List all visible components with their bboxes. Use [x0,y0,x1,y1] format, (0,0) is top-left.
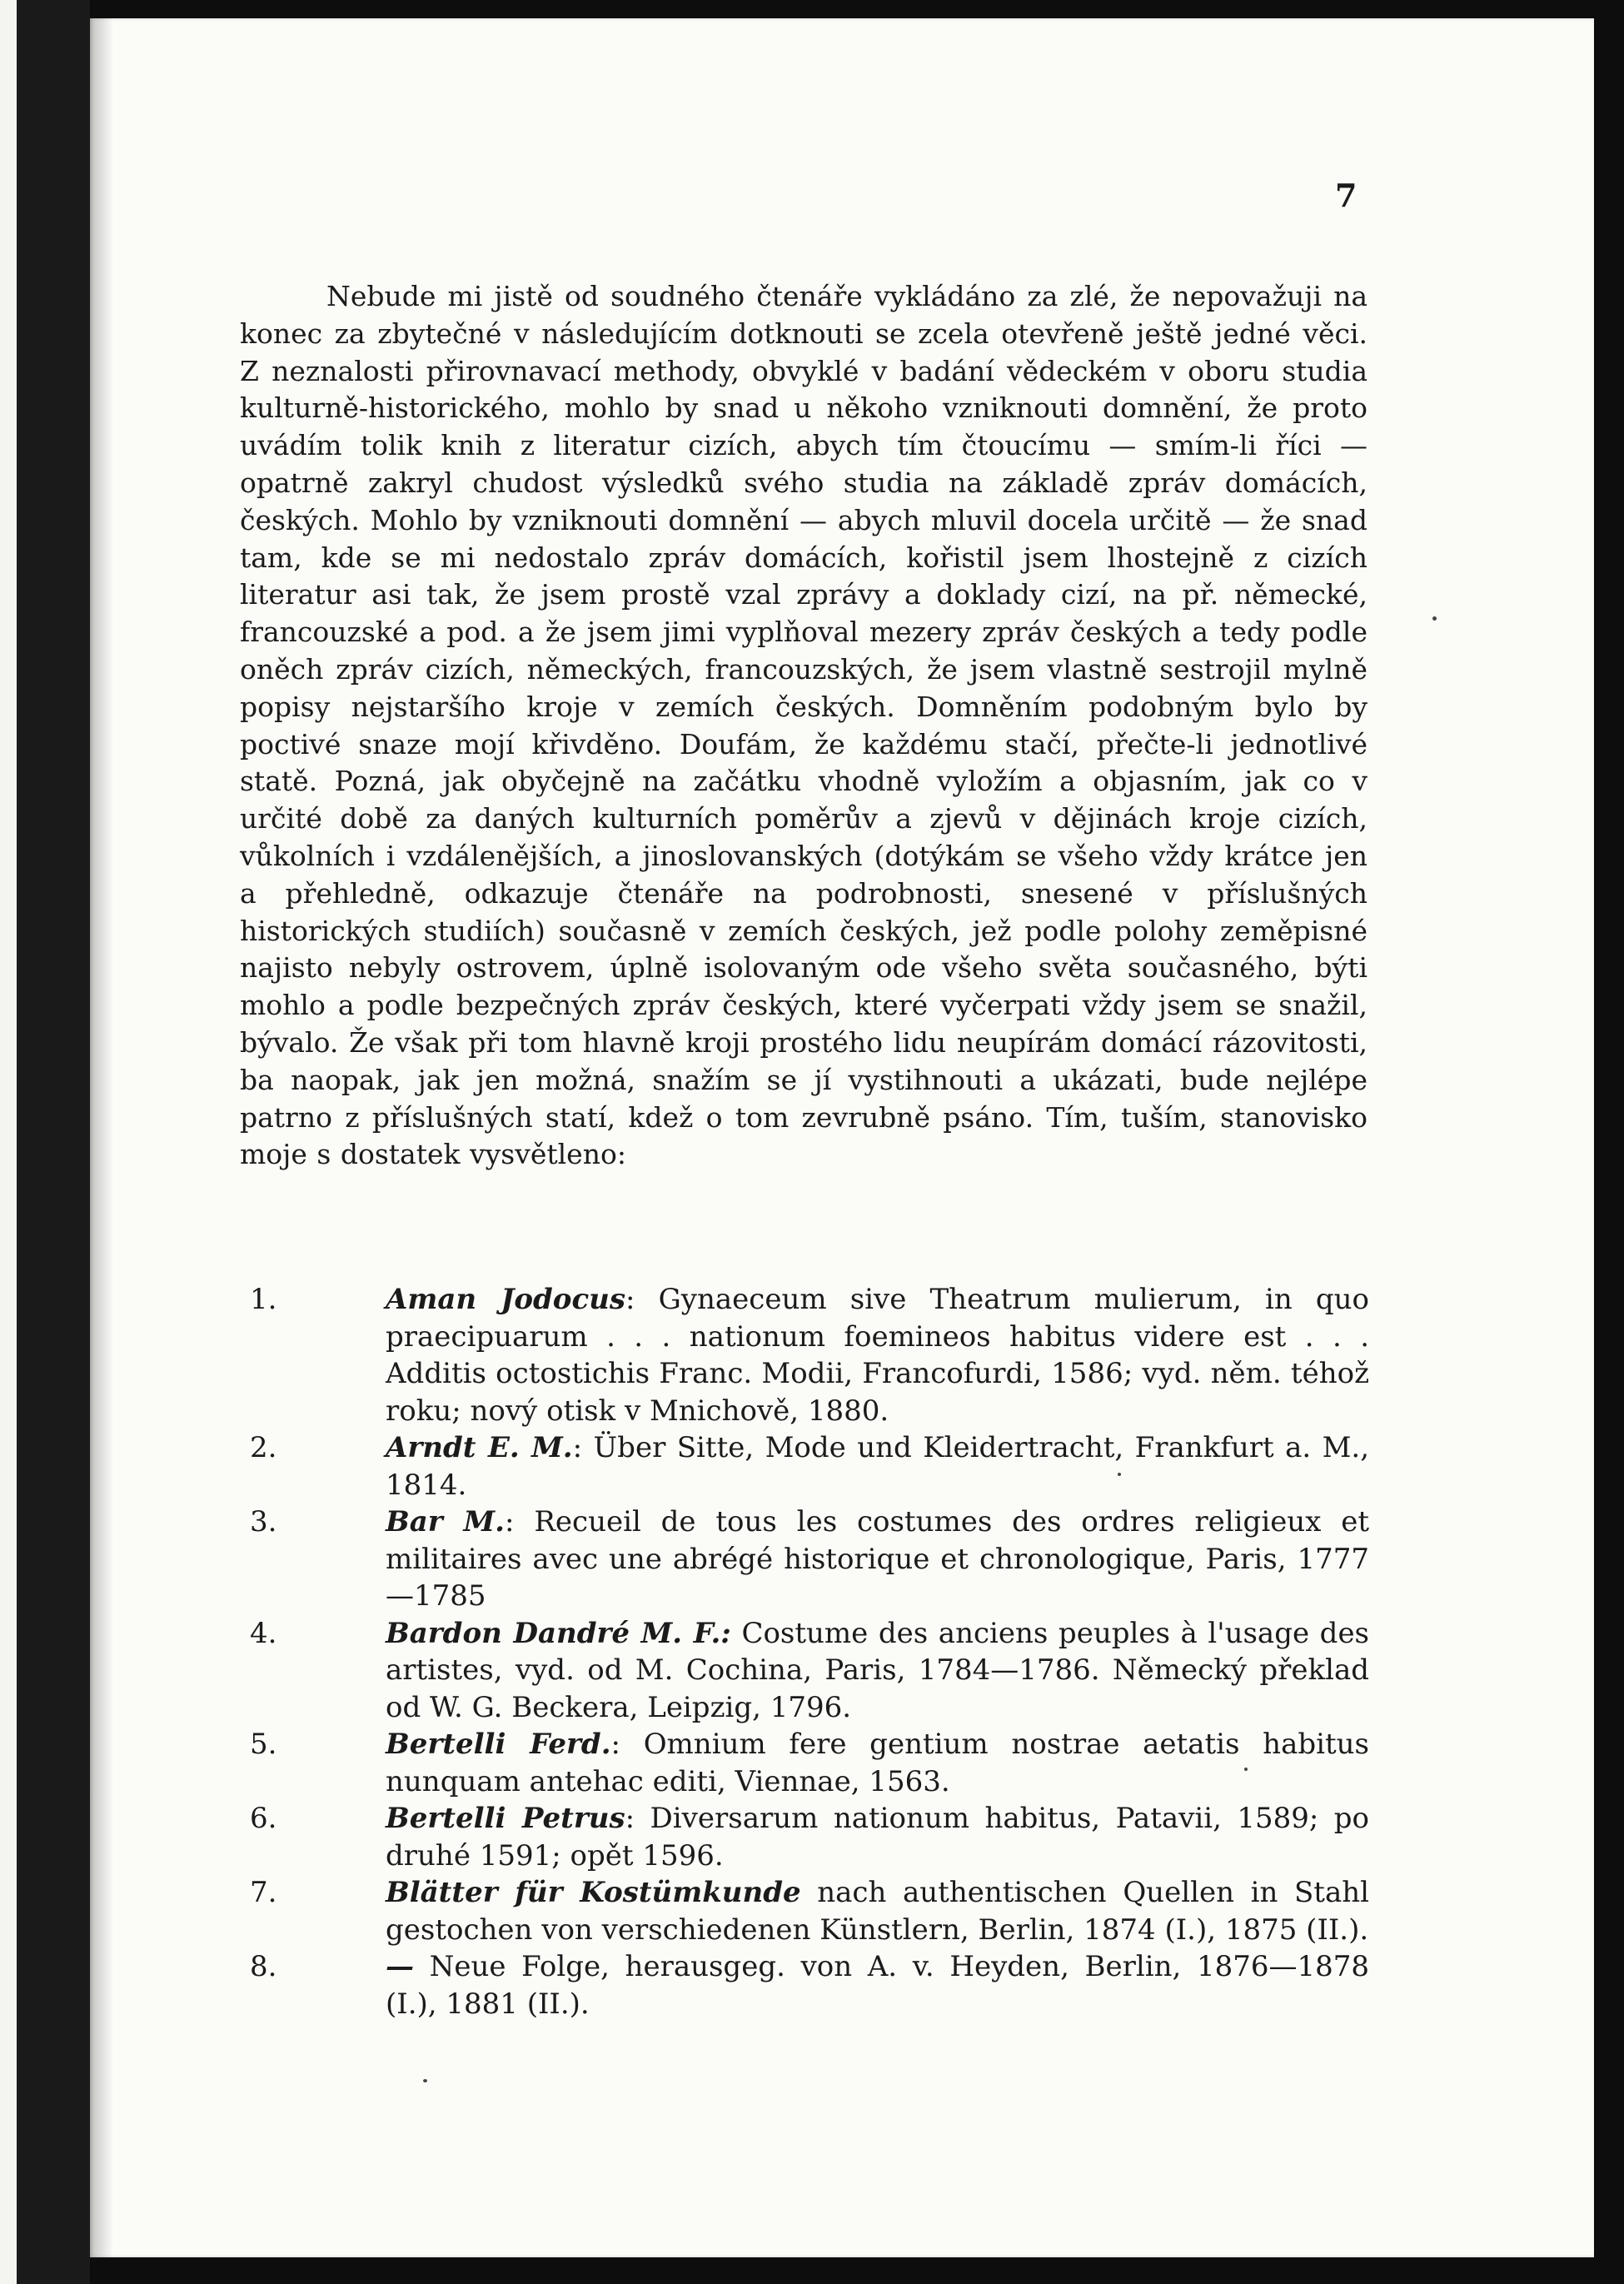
scan-speck [1118,1473,1121,1476]
scan-speck [423,2079,427,2082]
reference-text: Über Sitte, Mode und Kleidertracht, Frankfurt a. M., 1814. [386,1431,1370,1502]
reference-author: Bertelli Ferd. [386,1728,611,1761]
reference-text: Neue Folge, herausgeg. von A. v. Heyden, Berlin, 1876—1878 (I.), 1881 (II.). [386,1950,1370,2021]
reference-text: Diversarum nationum habitus, Patavii, 1589; po druhé 1591; opět 1596. [386,1802,1370,1873]
reference-separator: : [572,1431,594,1464]
reference-item [250,1281,1369,1429]
reference-text: Omnium fere gentium nostrae aetatis habitus nunquam antehac editi, Viennae, 1563. [386,1728,1369,1798]
reference-list [250,1281,1369,2022]
reference-text: Gynaeceum sive Theatrum mulierum, in quo praecipuarum . . . nationum foemineos habitus videre est . . . Additis octostichis Franc. Modii, Francofurdi, 1586; vyd. něm. téhož roku; nový otisk v Mnichově, 1880. [386,1283,1370,1428]
reference-item [250,1948,1369,2022]
scan-speck [1432,616,1437,621]
reference-separator: : [505,1505,535,1538]
reference-author: Aman Jodocus [386,1283,626,1316]
reference-item [250,1429,1369,1504]
reference-number: 6. [250,1802,277,1835]
reference-number: 3. [250,1505,277,1538]
reference-author: Blätter für Kostümkunde [386,1876,801,1909]
reference-separator [801,1876,818,1909]
reference-number: 1. [250,1283,277,1316]
scan-binding-shadow [17,0,90,2284]
reference-separator: : [625,1802,650,1835]
reference-text: Recueil de tous les costumes des ordres religieux et militaires avec une abrégé historique et chronologique, Paris, 1777—1785 [386,1505,1369,1613]
scan-speck [1244,1768,1248,1771]
reference-text: nach authentischen Quellen in Stahl gestochen von verschiedenen Künstlern, Berlin, 1874 (I.), 1875 (II.). [386,1876,1369,1947]
reference-item [250,1504,1369,1615]
reference-item [250,1615,1369,1727]
page-number: 7 [1335,177,1357,214]
reference-number: 7. [250,1876,277,1909]
reference-number: 5. [250,1728,277,1761]
reference-author: — [386,1950,414,1983]
reference-separator [731,1617,742,1650]
reference-item [250,1874,1369,1948]
reference-author: Bertelli Petrus [386,1802,625,1835]
scan-margin-left [0,0,17,2284]
book-page [90,18,1594,2257]
reference-item [250,1726,1369,1800]
reference-separator: : [610,1728,644,1761]
reference-number: 4. [250,1616,277,1650]
reference-number: 8. [250,1950,277,1983]
reference-item [250,1800,1369,1874]
gutter-shade [90,18,113,2257]
reference-text: Costume des anciens peuples à l'usage des artistes, vyd. od M. Cochina, Paris, 1784—1786. Německý překlad od W. G. Beckera, Leipzig, 1796. [386,1616,1370,1724]
reference-number: 2. [250,1431,277,1464]
reference-author: Bardon Dandré M. F.: [386,1616,731,1650]
reference-author: Arndt E. M. [386,1431,573,1464]
body-paragraph: Nebude mi jistě od soudného čtenáře vykládáno za zlé, že nepovažuji na konec za zbytečné v následujícím dotknouti se zcela otevřeně ještě jedné věci. Z neznalosti přirovnavací methody, obvyklé v badání vědeckém v oboru studia kulturně-historického, mohlo by snad u někoho vzniknouti domnění, že proto uvádím tolik knih z literatur cizích, abych tím čtoucímu — smím-li říci — opatrně zakryl chudost výsledků svého studia na základě zpráv domácích, českých. Mohlo by vzniknouti domnění — abych mluvil docela určitě — že snad tam, kde se mi nedostalo zpráv domácích, kořistil jsem lhostejně z cizích literatur asi tak, že jsem prostě vzal zprávy a doklady cizí, na př. německé, francouzské a pod. a že jsem jimi vyplňoval mezery zpráv českých a tedy podle oněch zpráv cizích, německých, francouzských, že jsem vlastně sestrojil mylně popisy nejstaršího kroje v zemích českých. Domněním podobným bylo by poctivé snaze mojí křivděno. Doufám, že každému stačí, přečte-li jednotlivé statě. Pozná, jak obyčejně na začátku vhodně vyložím a objasním, jak co v určité době za daných kulturních poměrův a zjevů v dějinách kroje cizích, vůkolních i vzdálenějších, a jinoslovanských (dotýkám se všeho vždy krátce jen a přehledně, odkazuje čtenáře na podrobnosti, snesené v příslušných historických studiích) současně v zemích českých, jež podle polohy zeměpisné najisto nebyly ostrovem, úplně isolovaným ode všeho světa současného, býti mohlo a podle bezpečných zpráv českých, které vyčerpati vždy jsem se snažil, bývalo. Že však při tom hlavně kroji prostého lidu neupírám domácí rázovitosti, ba naopak, jak jen možná, snažím se jí vystihnouti a ukázati, bude nejlépe patrno z příslušných statí, kdež o tom zevrubně psáno. Tím, tuším, stanovisko moje s dostatek vysvětleno: [240,280,1367,1171]
reference-separator [414,1950,430,1983]
reference-author: Bar M. [386,1505,506,1538]
reference-separator: : [625,1283,659,1316]
